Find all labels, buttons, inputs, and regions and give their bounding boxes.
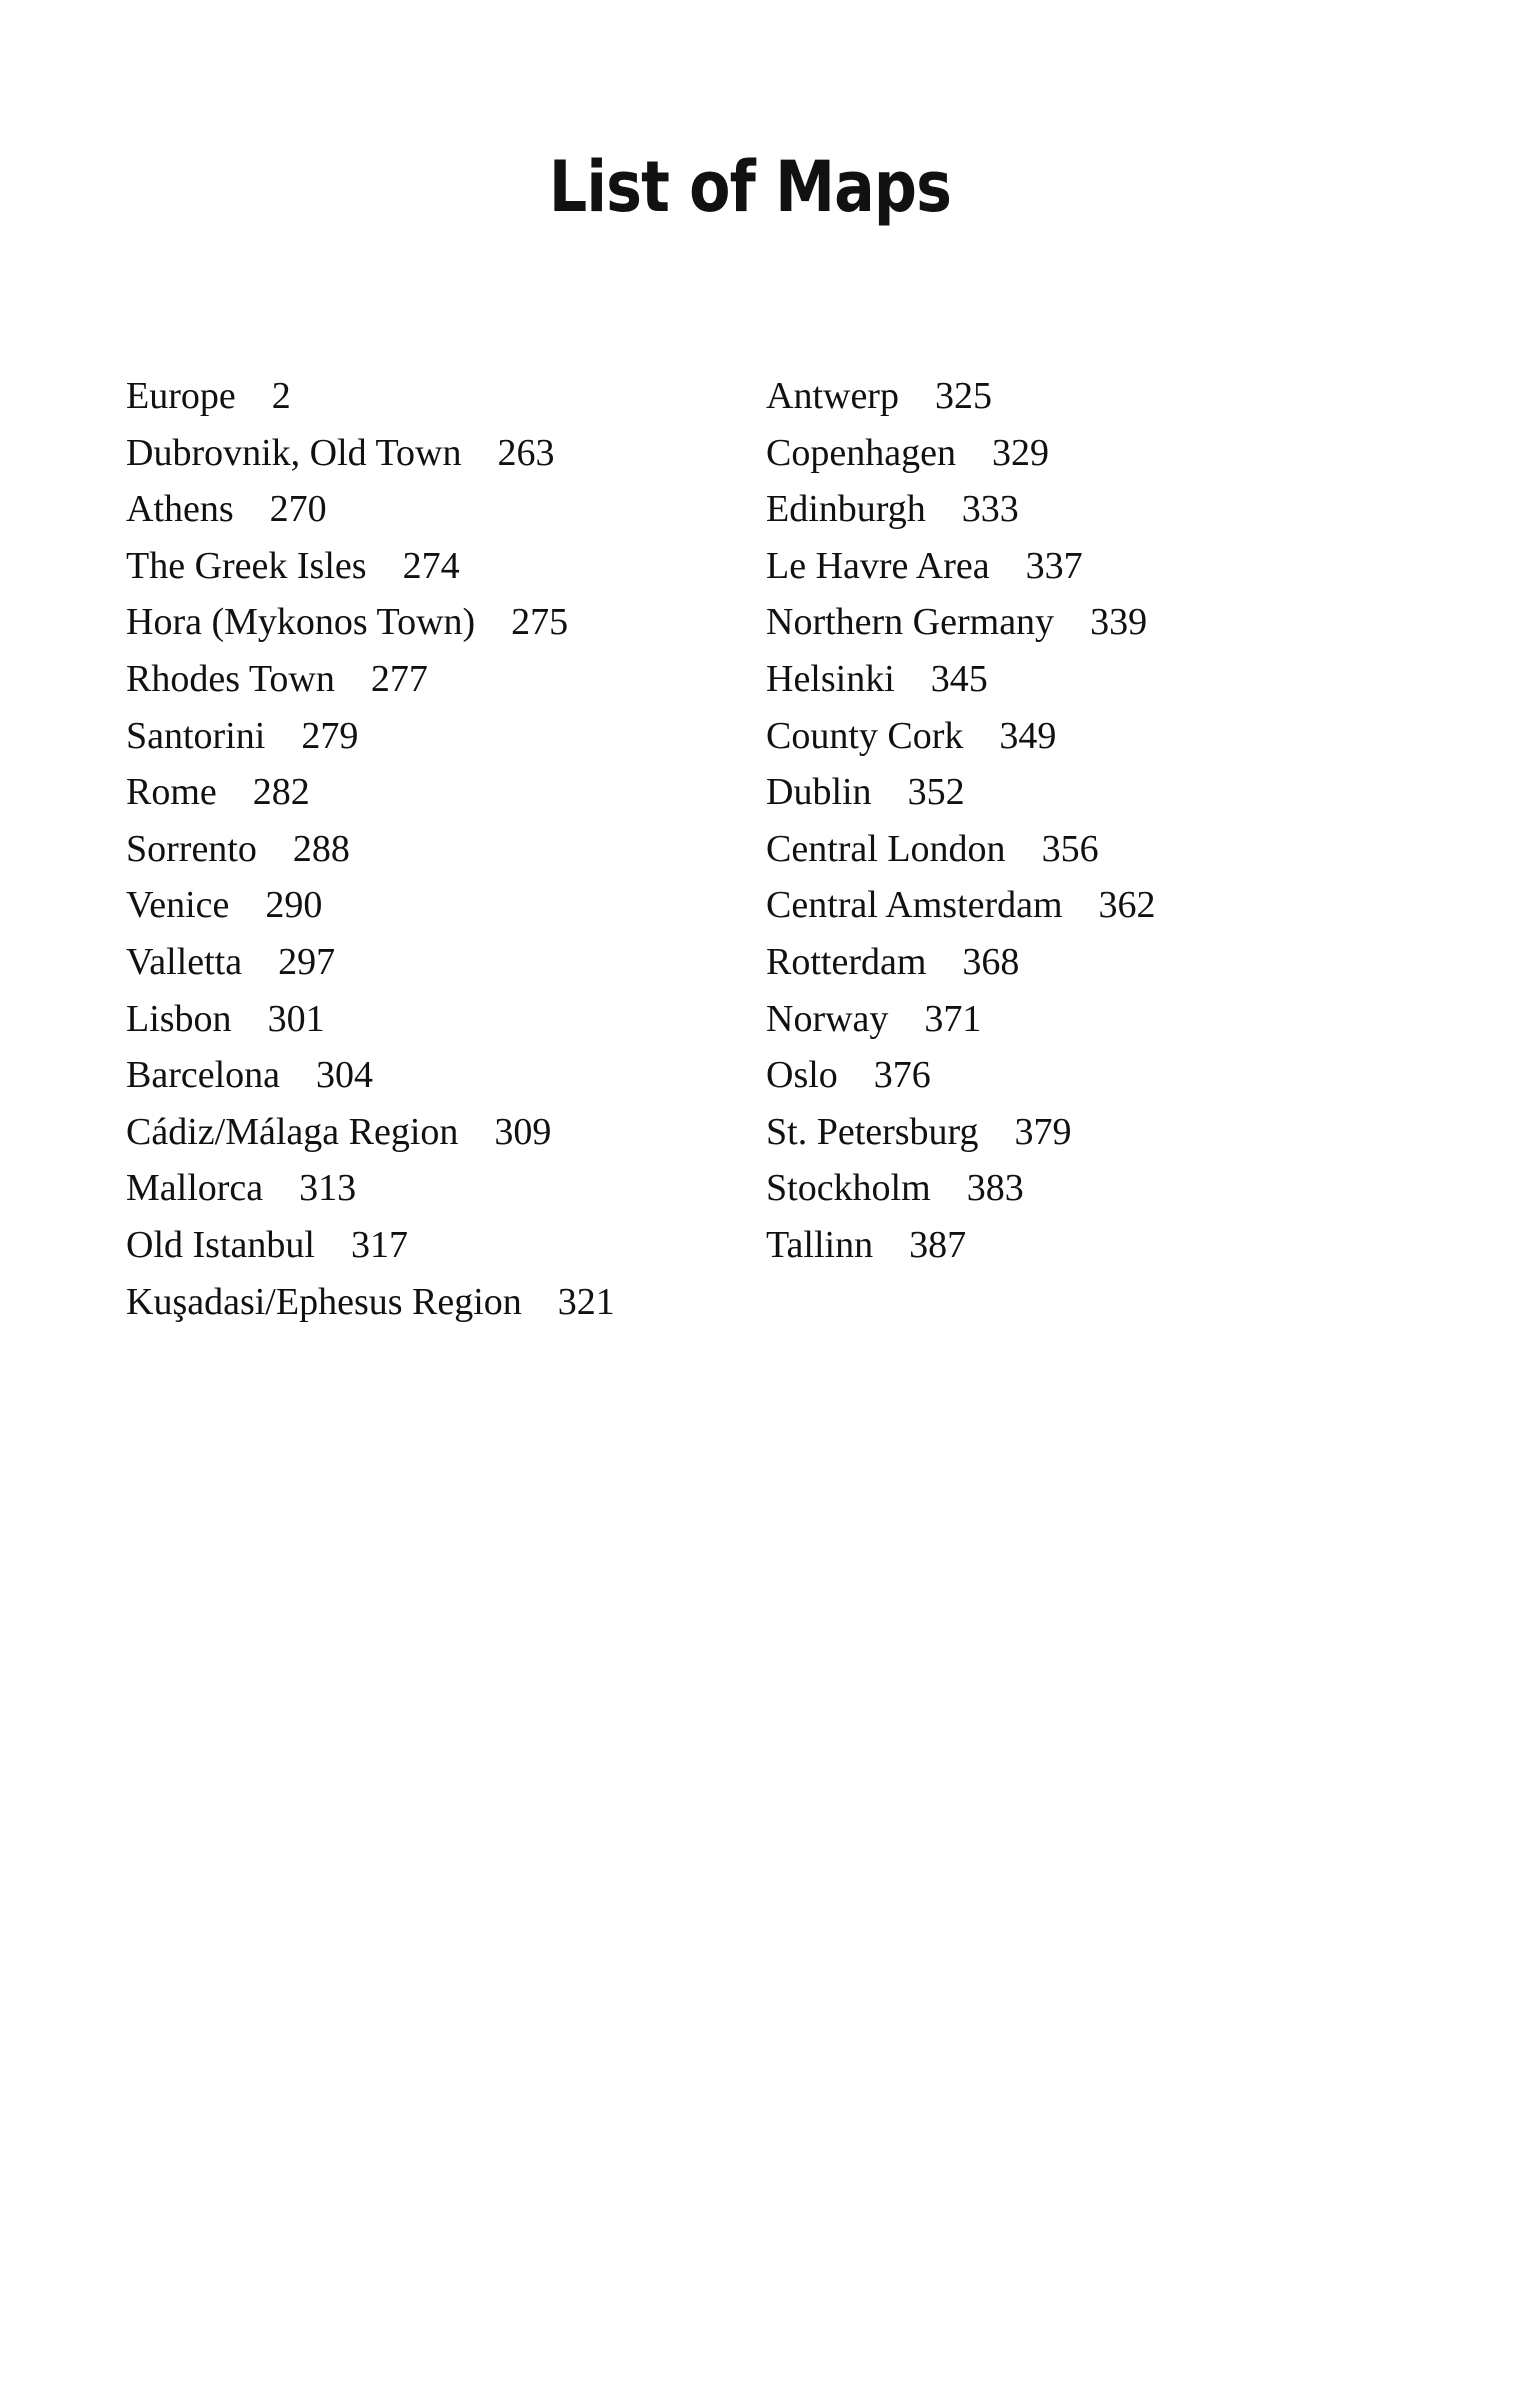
map-list-entry[interactable]: [126, 425, 686, 482]
map-page-number: 339: [1090, 601, 1148, 644]
map-list-entry[interactable]: [766, 991, 1326, 1048]
map-list-entry[interactable]: [126, 1217, 686, 1274]
map-page-number: 317: [350, 1223, 408, 1266]
map-list-entry[interactable]: [766, 594, 1326, 651]
map-page-number: 379: [1014, 1110, 1072, 1153]
map-page-number: 2: [271, 375, 291, 417]
map-name: Cádiz/Málaga Region: [126, 1110, 459, 1153]
map-name: Stockholm: [766, 1167, 931, 1210]
map-name: Lisbon: [126, 997, 232, 1040]
map-page-number: 345: [930, 657, 988, 700]
map-name: Le Havre Area: [766, 544, 990, 587]
map-name: Dubrovnik, Old Town: [126, 431, 462, 474]
map-name: Sorrento: [126, 827, 257, 870]
map-name: Edinburgh: [766, 488, 926, 531]
map-name: Rhodes Town: [126, 657, 335, 700]
map-list-entry[interactable]: [766, 651, 1326, 708]
map-list-entry[interactable]: [126, 1104, 686, 1161]
map-page-number: 337: [1025, 544, 1083, 587]
map-list-entry[interactable]: [126, 1047, 686, 1104]
map-name: Kuşadasi/Ephesus Region: [126, 1280, 522, 1323]
map-page-number: 349: [999, 714, 1057, 757]
map-page-number: 275: [511, 601, 569, 644]
map-list-entry[interactable]: [126, 481, 686, 538]
map-list-entry[interactable]: [126, 877, 686, 934]
map-list-entry[interactable]: [126, 368, 686, 425]
map-page-number: 368: [962, 940, 1020, 983]
map-page-number: 387: [909, 1223, 967, 1266]
map-page-number: 274: [402, 544, 460, 587]
map-page-number: 290: [265, 884, 323, 927]
map-name: The Greek Isles: [126, 544, 367, 587]
map-page-number: 376: [873, 1054, 931, 1097]
map-page-number: 325: [934, 375, 992, 417]
map-page-number: 321: [557, 1280, 615, 1323]
map-name: Antwerp: [766, 375, 899, 417]
map-list-entry[interactable]: [766, 425, 1326, 482]
map-page-number: 333: [961, 488, 1019, 531]
map-page-number: 279: [301, 714, 359, 757]
map-list-entry[interactable]: [766, 877, 1326, 934]
map-page-number: 309: [494, 1110, 552, 1153]
map-name: Rome: [126, 771, 217, 814]
map-list-entry[interactable]: [126, 1160, 686, 1217]
map-name: Barcelona: [126, 1054, 281, 1097]
page-title: List of Maps: [548, 146, 952, 228]
map-list-entry[interactable]: [126, 651, 686, 708]
map-list-entry[interactable]: [126, 538, 686, 595]
map-name: Northern Germany: [766, 601, 1055, 644]
map-page-number: 329: [991, 431, 1049, 474]
map-name: Rotterdam: [766, 940, 927, 983]
map-page-number: 313: [299, 1167, 357, 1210]
map-list-entry[interactable]: [126, 1274, 686, 1331]
map-list-entry[interactable]: [766, 1104, 1326, 1161]
map-page-number: 297: [278, 940, 336, 983]
map-list-entry[interactable]: [766, 481, 1326, 538]
map-page-number: 352: [907, 771, 965, 814]
map-list-entry[interactable]: [126, 764, 686, 821]
map-list-entry[interactable]: [126, 934, 686, 991]
map-name: Venice: [126, 884, 230, 927]
map-list-entry[interactable]: [126, 708, 686, 765]
map-list-entry[interactable]: [766, 1160, 1326, 1217]
map-name: Dublin: [766, 771, 872, 814]
map-list-entry[interactable]: [766, 538, 1326, 595]
map-page-number: 362: [1098, 884, 1156, 927]
map-page-number: 371: [924, 997, 982, 1040]
map-list-right-column: [766, 368, 1326, 1274]
map-list-entry[interactable]: [126, 594, 686, 651]
map-page-number: 304: [316, 1054, 374, 1097]
map-page-number: 277: [370, 657, 428, 700]
map-name: County Cork: [766, 714, 964, 757]
map-name: Oslo: [766, 1054, 838, 1097]
map-list-entry[interactable]: [126, 991, 686, 1048]
map-list-entry[interactable]: [766, 821, 1326, 878]
map-name: Athens: [126, 488, 234, 531]
map-page-number: 288: [292, 827, 350, 870]
map-list-entry[interactable]: [766, 368, 1326, 425]
map-name: Helsinki: [766, 657, 895, 700]
map-name: Old Istanbul: [126, 1223, 315, 1266]
map-name: Valletta: [126, 940, 243, 983]
map-page-number: 270: [269, 488, 327, 531]
map-name: St. Petersburg: [766, 1110, 979, 1153]
map-page-number: 263: [497, 431, 555, 474]
map-name: Tallinn: [766, 1223, 874, 1266]
map-name: Europe: [126, 375, 236, 417]
map-page-number: 383: [966, 1167, 1024, 1210]
map-name: Hora (Mykonos Town): [126, 601, 476, 644]
map-list-entry[interactable]: [766, 1217, 1326, 1274]
map-page-number: 301: [267, 997, 325, 1040]
map-list-entry[interactable]: [766, 708, 1326, 765]
map-name: Mallorca: [126, 1167, 264, 1210]
map-name: Copenhagen: [766, 431, 956, 474]
map-list-entry[interactable]: [766, 1047, 1326, 1104]
map-list-entry[interactable]: [126, 821, 686, 878]
map-name: Norway: [766, 997, 889, 1040]
map-page-number: 356: [1041, 827, 1099, 870]
map-list-left-column: [126, 368, 686, 1330]
map-name: Central London: [766, 827, 1006, 870]
map-name: Santorini: [126, 714, 266, 757]
map-list-entry[interactable]: [766, 764, 1326, 821]
map-page-number: 282: [252, 771, 310, 814]
map-name: Central Amsterdam: [766, 884, 1063, 927]
map-list-entry[interactable]: [766, 934, 1326, 991]
